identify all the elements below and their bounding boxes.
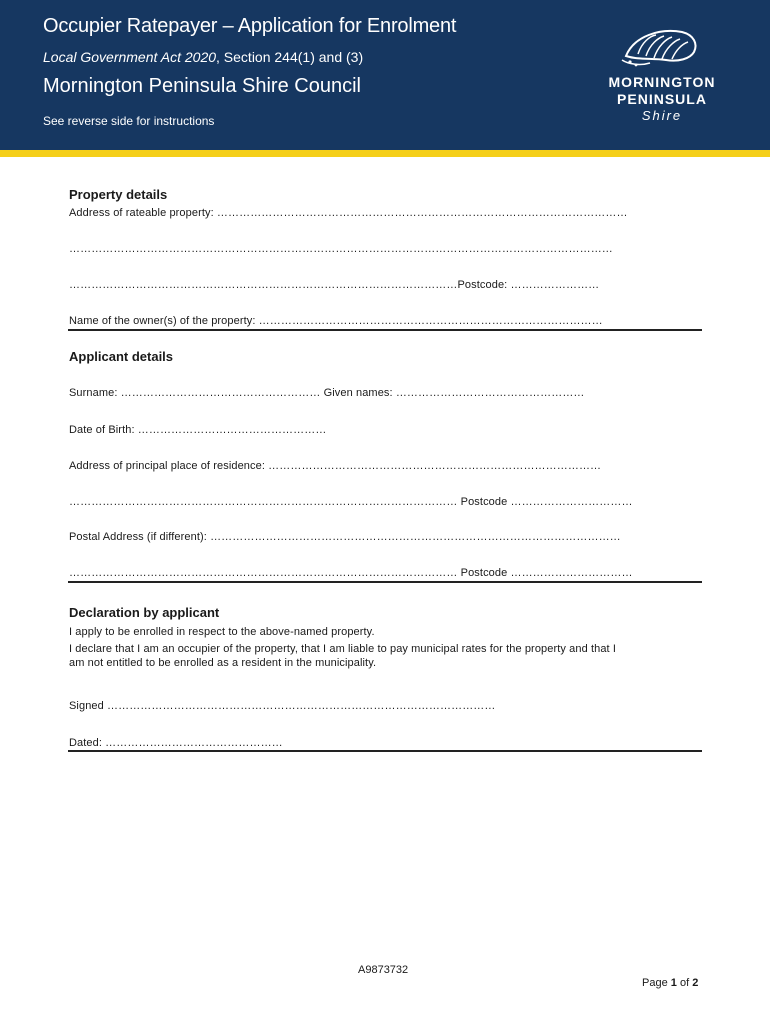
council-name: Mornington Peninsula Shire Council	[43, 75, 361, 97]
property-postcode-field[interactable]: ……………………………………………………………………………………………Postcode: ……………………	[69, 279, 600, 291]
page-label: Page	[642, 977, 668, 989]
logo-text-line2: PENINSULA	[617, 91, 707, 107]
shire-logo	[592, 26, 732, 126]
applicant-name-field[interactable]: Surname: ……………………………………………… Given names: ……………………………………………	[69, 387, 585, 399]
act-name: Local Government Act 2020	[43, 49, 217, 65]
instructions-note: See reverse side for instructions	[43, 114, 215, 128]
current-page: 1	[670, 977, 677, 989]
total-pages: 2	[692, 977, 699, 989]
page-of: of	[679, 977, 690, 989]
signature-field[interactable]: Signed ……………………………………………………………………………………………	[69, 700, 496, 712]
date-of-birth-field[interactable]: Date of Birth: ……………………………………………	[69, 424, 327, 436]
date-signed-field[interactable]: Dated: …………………………………………	[69, 737, 283, 749]
postal-postcode-field[interactable]: …………………………………………………………………………………………… Postcode ……………………………	[69, 567, 633, 579]
legislation-reference	[43, 49, 363, 65]
form-title: Occupier Ratepayer – Application for Enrolment	[43, 15, 457, 37]
header-band	[0, 0, 770, 150]
section-divider	[68, 329, 702, 331]
document-code: A9873732	[358, 964, 409, 976]
owner-name-field[interactable]: Name of the owner(s) of the property: …………………………………………………………………………………	[69, 315, 603, 327]
shell-icon	[620, 26, 700, 68]
property-address-field[interactable]: Address of rateable property: …………………………………………………………………………………………………	[69, 207, 628, 219]
applicant-details-heading: Applicant details	[69, 349, 174, 364]
logo-text-line1: MORNINGTON	[608, 74, 716, 90]
postal-address-field[interactable]: Postal Address (if different): …………………………………………………………………………………………………	[69, 531, 621, 543]
residence-postcode-field[interactable]: …………………………………………………………………………………………… Postcode ……………………………	[69, 496, 633, 508]
section-divider	[68, 581, 702, 583]
declaration-text-3: am not entitled to be enrolled as a resident in the municipality.	[69, 657, 377, 669]
property-details-heading: Property details	[69, 187, 168, 202]
declaration-heading: Declaration by applicant	[69, 605, 220, 620]
declaration-text-1: I apply to be enrolled in respect to the above-named property.	[69, 626, 375, 638]
section-divider	[68, 750, 702, 752]
property-address-line2-field[interactable]: …………………………………………………………………………………………………………………………………	[69, 243, 613, 255]
page-number	[642, 977, 698, 989]
act-section: , Section 244(1) and (3)	[216, 49, 364, 65]
logo-text-line3: Shire	[641, 108, 683, 123]
declaration-text-2: I declare that I am an occupier of the property, that I am liable to pay municipal rates for the property and that I	[69, 643, 617, 655]
accent-bar	[0, 150, 770, 157]
residence-address-field[interactable]: Address of principal place of residence: ………………………………………………………………………………	[69, 460, 602, 472]
